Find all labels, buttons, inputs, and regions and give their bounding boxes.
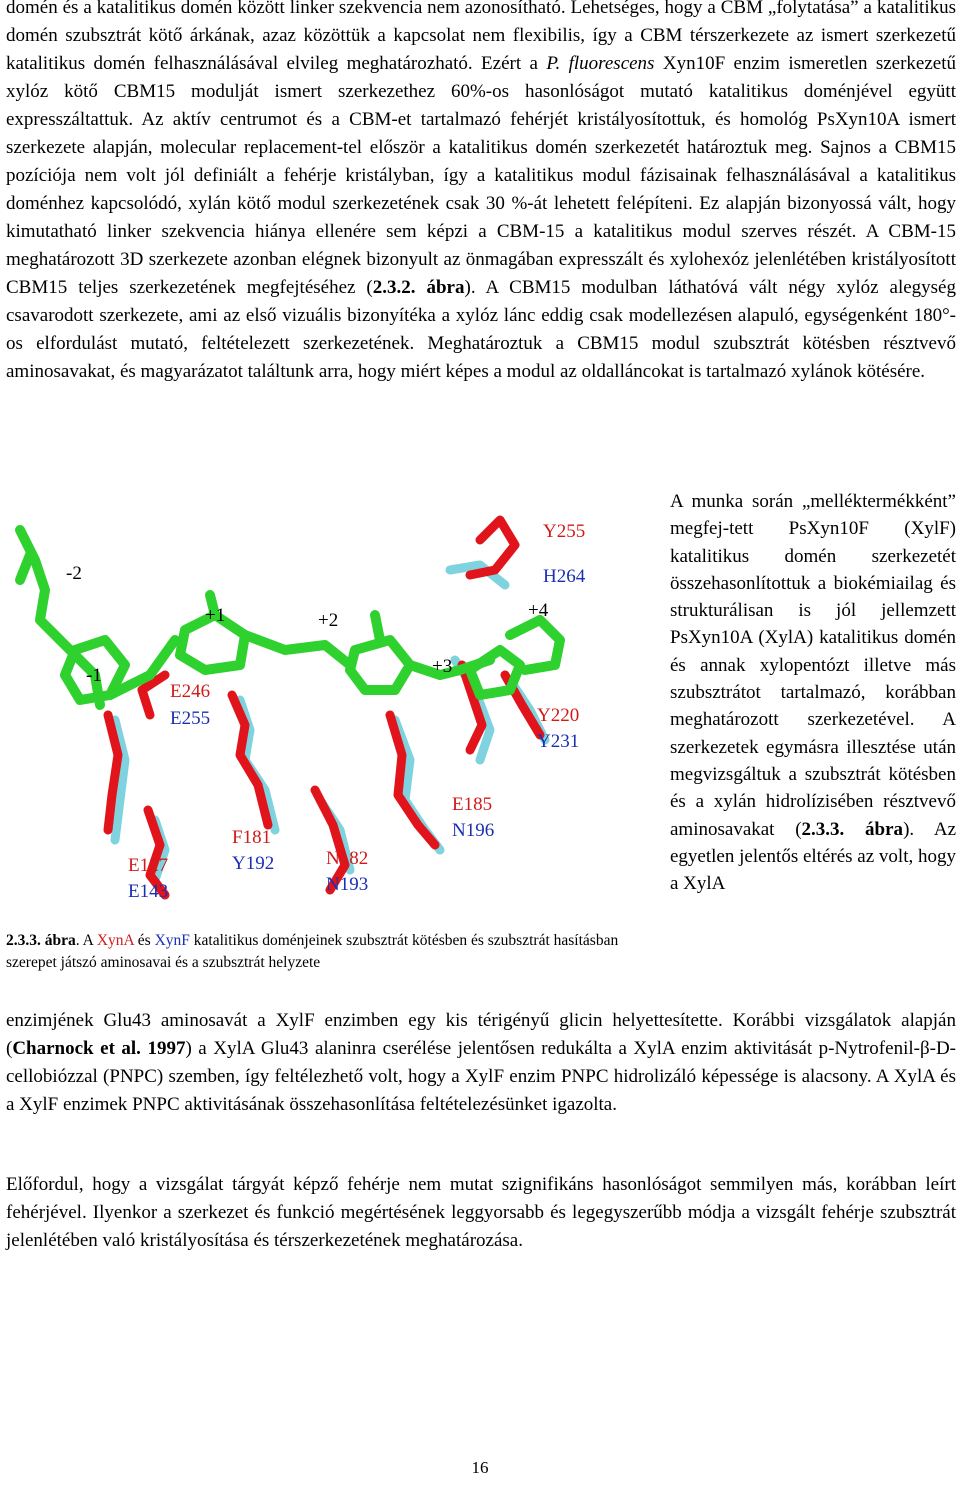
subsite-minus1-label: -1	[86, 665, 102, 686]
subsite-plus4-label: +4	[528, 600, 549, 621]
xyna-e185-label: E185	[452, 794, 493, 815]
subsite-minus2-label: -2	[66, 563, 82, 584]
xynf-e255-label: E255	[170, 708, 211, 729]
xyna-y255-label: Y255	[543, 521, 586, 542]
xynf-e143-label: E143	[128, 881, 169, 902]
subsite-plus1-label: +1	[205, 605, 226, 626]
xynf-y231-label: Y231	[537, 731, 580, 752]
xyna-y220-label: Y220	[537, 705, 580, 726]
page-number: 16	[471, 1458, 489, 1477]
figure-2-3-3	[0, 500, 660, 920]
xyna-n182-label: N182	[326, 848, 369, 869]
paragraph-1: domén és a katalitikus domén között linker szekvencia nem azonosítható. Lehetséges, hogy a CBM „folytatása” a katalitikus domén szubsztrát kötő árkának, azaz közöttük a kapcsolat nem flexibilis, így a CBM térszerkezete az ismert szerkezetű katalitikus domén felhasználásával elvileg meghatározható. Ezért a P. fluorescens Xyn10F enzim ismeretlen szerkezetű xylóz kötő CBM15 modulját ismert szerkezethez 60%-os hasonlóságot mutató katalitikus doménjével együtt expresszáltattuk. Az aktív centrumot és a CBM-et tartalmazó fehérjét kristályosítottuk, és homológ PsXyn10A ismert szerkezete alapján, molecular replacement-tel először a katalitikus domén szerkezetét határoztuk meg. Sajnos a CBM15 pozíciója nem volt jól definiált a fehérje kristályban, így a katalitikus modul fázisainak felhasználásával a katalitikus doménhez kapcsolódó, xylán kötő modul szerkezetének csak 30 %-át lehetett felépíteni. Ez alapján bizonyossá vált, hogy kimutatható linker szekvencia hiánya ellenére sem képzi a CBM-15 a katalitikus modul szerves részét. A CBM-15 meghatározott 3D szerkezete azonban elégnek bizonyult az önmagában expresszált és xylohexóz jelenlétében kristályosított CBM15 teljes szerkezetének megfejtéséhez (2.3.2. ábra). A CBM15 modulban láthatóvá vált négy xylóz alegység csavarodott szerkezete, ami az első vizuális bizonyítéka a xylóz lánc eddig csak modellezésen alapuló, egységenként 180°-os elfordulást mutató, feltételezett szerkezetének. Meghatároztuk a CBM15 modul szubsztrát kötésben résztvevő aminosavakat, és magyarázatot találtunk arra, hogy miért képes a modul az oldalláncokat is tartalmazó xylánok kötésére.	[6, 0, 957, 382]
xyna-e127-label: E127	[128, 855, 169, 876]
paragraph-2: enzimjének Glu43 aminosavát a XylF enzimben egy kis térigényű glicin helyettesítette. Korábbi vizsgálatok alapján (Charnock et al. 1997) a XylA Glu43 alaninra cserélése jelentősen redukálta a XylA enzim aktivitását p-Nytrofenil-β-D-cellobiózzal (PNPC) szemben, így feltélezhető volt, hogy a XylF enzim PNPC hidrolizáló képessége is alacsony. A XylA és a XylF enzimek PNPC aktivitásának összehasonlítása feltételezésünket igazolta.	[6, 1010, 956, 1115]
xynf-n193-label: N193	[326, 874, 369, 895]
xynf-y192-label: Y192	[232, 853, 275, 874]
xyna-e246-label: E246	[170, 681, 211, 702]
xyna-f181-label: F181	[232, 827, 272, 848]
xynf-h264-label: H264	[543, 566, 586, 587]
side-paragraph: A munka során „melléktermékként” megfej-tett PsXyn10F (XylF) katalitikus domén szerkezetét összehasonlítottuk a biokémiailag és strukturálisan is jól jellemzett PsXyn10A (XylA) katalitikus domén és annak xylopentózt illetve más szubsztrátot tartalmazó, korábban meghatározott szerkezetével. A szerkezetek egymásra illesztése után megvizsgáltuk a szubsztrát kötésben és a xylán hidrolízisében résztvevő aminosavakat (2.3.3. ábra). Az egyetlen jelentős eltérés az volt, hogy a XylA	[670, 491, 957, 895]
paragraph-3: Előfordul, hogy a vizsgálat tárgyát képző fehérje nem mutat szignifikáns hasonlóságot semmilyen más, korábban leírt fehérjével. Ilyenkor a szerkezet és funkció megértésének leggyorsabb és legegyszerűbb módja a vizsgált fehérje szubsztrát jelenlétében való kristályosítása és térszerkezetének meghatározása.	[6, 1174, 956, 1251]
subsite-plus2-label: +2	[318, 610, 339, 631]
figure-caption: 2.3.3. ábra. A XynA és XynF katalitikus doménjeinek szubsztrát kötésben és szubsztrát hasításban szerepet játszó aminosavai és a szubsztrát helyzete	[6, 932, 619, 971]
subsite-plus3-label: +3	[432, 656, 453, 677]
xynf-n196-label: N196	[452, 820, 495, 841]
